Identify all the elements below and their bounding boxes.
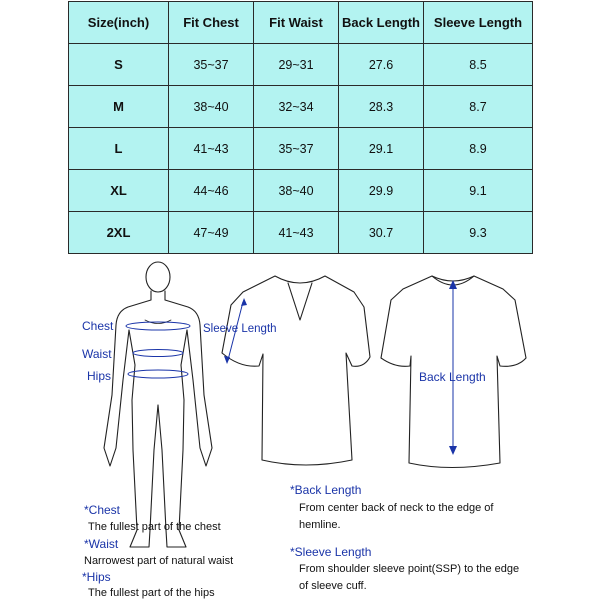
chest-cell: 47~49 bbox=[169, 212, 254, 254]
hips-label: Hips bbox=[87, 369, 112, 383]
hips-note-title: *Hips bbox=[82, 570, 111, 584]
arrowhead-icon bbox=[449, 446, 457, 455]
body-figure-icon bbox=[104, 262, 212, 547]
chest-label: Chest bbox=[82, 319, 114, 333]
sleeve-length-cell: 8.9 bbox=[424, 128, 533, 170]
chest-cell: 35~37 bbox=[169, 44, 254, 86]
hips-note-text: The fullest part of the hips bbox=[88, 587, 215, 599]
chest-cell: 41~43 bbox=[169, 128, 254, 170]
size-cell: S bbox=[69, 44, 169, 86]
sleeve-length-cell: 8.7 bbox=[424, 86, 533, 128]
size-cell: L bbox=[69, 128, 169, 170]
waist-note-title: *Waist bbox=[84, 537, 119, 551]
header-fit-chest: Fit Chest bbox=[169, 2, 254, 44]
waist-cell: 35~37 bbox=[254, 128, 339, 170]
size-cell: XL bbox=[69, 170, 169, 212]
waist-cell: 38~40 bbox=[254, 170, 339, 212]
sleeve-note-text: From shoulder sleeve point(SSP) to the edge bbox=[299, 563, 520, 575]
sleeve-length-cell: 8.5 bbox=[424, 44, 533, 86]
waist-cell: 41~43 bbox=[254, 212, 339, 254]
back-note-title: *Back Length bbox=[290, 483, 362, 497]
size-cell: M bbox=[69, 86, 169, 128]
arrowhead-icon bbox=[241, 298, 247, 306]
back-length-cell: 28.3 bbox=[339, 86, 424, 128]
chest-note-text: The fullest part of the chest bbox=[88, 521, 221, 533]
sleeve-note-text-2: of sleeve cuff. bbox=[299, 580, 367, 592]
back-length-label: Back Length bbox=[419, 370, 486, 384]
size-cell: 2XL bbox=[69, 212, 169, 254]
header-size: Size(inch) bbox=[69, 2, 169, 44]
back-length-cell: 30.7 bbox=[339, 212, 424, 254]
sleeve-length-label: Sleeve Length bbox=[203, 323, 277, 335]
sleeve-note-title: *Sleeve Length bbox=[290, 545, 372, 559]
back-note-text: From center back of neck to the edge of bbox=[299, 502, 494, 514]
hips-measure-line bbox=[128, 370, 188, 378]
back-length-cell: 27.6 bbox=[339, 44, 424, 86]
waist-note-text: Narrowest part of natural waist bbox=[84, 555, 234, 567]
header-back-length: Back Length bbox=[339, 2, 424, 44]
header-sleeve-length: Sleeve Length bbox=[424, 2, 533, 44]
back-length-cell: 29.9 bbox=[339, 170, 424, 212]
sleeve-length-cell: 9.3 bbox=[424, 212, 533, 254]
sleeve-length-cell: 9.1 bbox=[424, 170, 533, 212]
arrowhead-icon bbox=[224, 356, 230, 364]
waist-cell: 29~31 bbox=[254, 44, 339, 86]
chest-cell: 38~40 bbox=[169, 86, 254, 128]
waist-cell: 32~34 bbox=[254, 86, 339, 128]
back-note-text-2: hemline. bbox=[299, 519, 341, 531]
chest-note-title: *Chest bbox=[84, 503, 121, 517]
waist-measure-line bbox=[133, 350, 183, 357]
chest-cell: 44~46 bbox=[169, 170, 254, 212]
header-fit-waist: Fit Waist bbox=[254, 2, 339, 44]
waist-label: Waist bbox=[82, 347, 112, 361]
back-length-cell: 29.1 bbox=[339, 128, 424, 170]
